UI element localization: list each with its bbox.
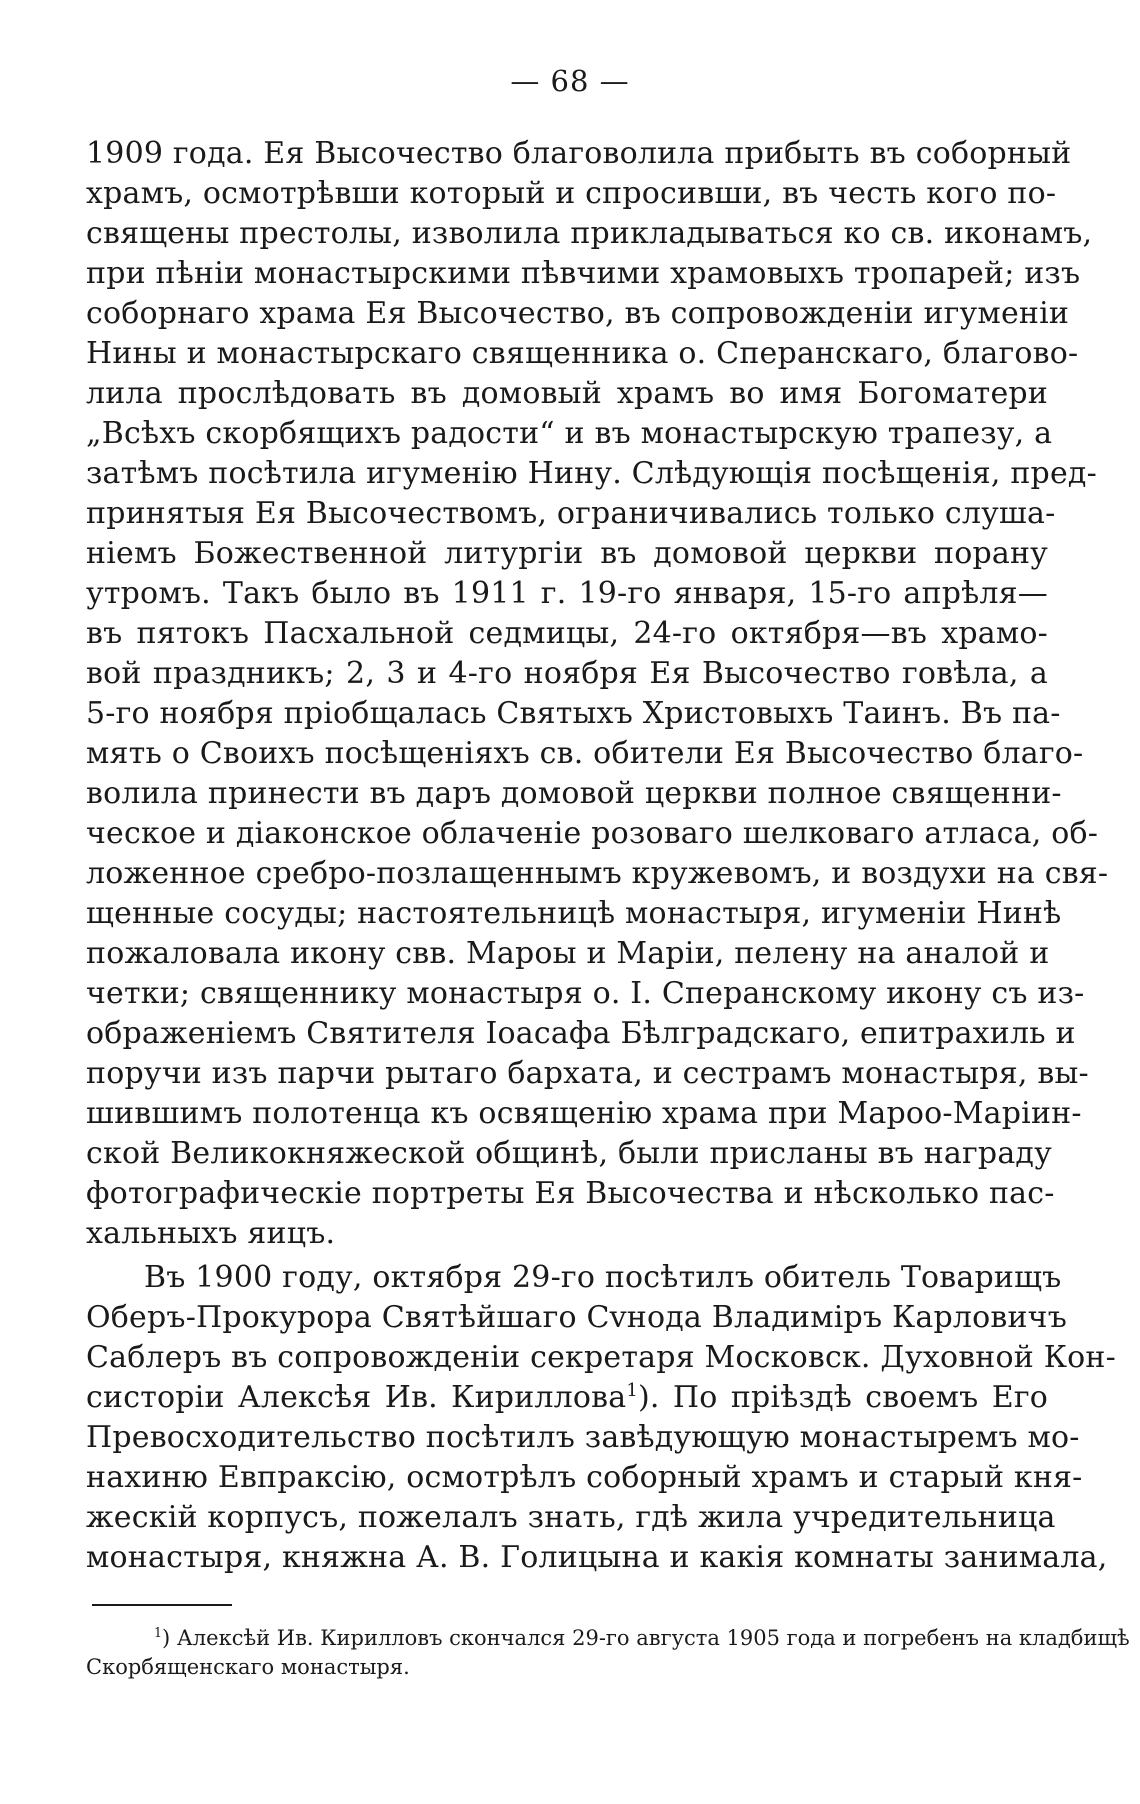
text-line: Нины и монастырскаго священника о. Сперанскаго, благово- <box>86 336 1079 371</box>
text-line: ображеніемъ Святителя Іоасафа Бѣлградскаго, епитрахиль и <box>86 1016 1076 1051</box>
text-line: 5-го ноября пріобщалась Святыхъ Христовыхъ Таинъ. Въ па- <box>86 696 1061 731</box>
text-line: въ пятокъ Пасхальной седмицы, 24-го октября—въ храмо- <box>86 616 1048 651</box>
footnote-marker: 1 <box>154 1625 163 1640</box>
text-line: хальныхъ яицъ. <box>86 1216 336 1251</box>
text-line: четки; священнику монастыря о. І. Сперанскому икону съ из- <box>86 976 1085 1011</box>
footnote-line: Скорбященскаго монастыря. <box>86 1655 410 1679</box>
text-line: затѣмъ посѣтила игуменію Нину. Слѣдующія посѣщенія, пред- <box>86 456 1097 491</box>
text-line: фотографическіе портреты Ея Высочества и нѣсколько пас- <box>86 1176 1055 1211</box>
text-segment: ). По пріѣздѣ своемъ Его <box>638 1380 1048 1415</box>
footnote-marker-paren: ) <box>162 1626 171 1650</box>
text-line: ложенное сребро-позлащеннымъ кружевомъ, и воздухи на свя- <box>86 856 1109 891</box>
main-text <box>86 134 1116 1578</box>
text-line: храмъ, осмотрѣвши который и спросивши, въ честь кого по- <box>86 176 1057 211</box>
text-line: принятыя Ея Высочествомъ, ограничивались только слуша- <box>86 496 1056 531</box>
text-line: нахиню Евпраксію, осмотрѣлъ соборный храмъ и старый кня- <box>86 1460 1083 1495</box>
footnote-line <box>86 1624 1130 1653</box>
text-line: Саблеръ въ сопровожденіи секретаря Московск. Духовной Кон- <box>86 1340 1116 1375</box>
text-line: соборнаго храма Ея Высочество, въ сопровожденіи игуменіи <box>86 296 1070 331</box>
page-number: — 68 — <box>510 64 630 98</box>
text-line: ческое и діаконское облаченіе розоваго шелковаго атласа, об- <box>86 816 1099 851</box>
text-line: Въ 1900 году, октября 29-го посѣтилъ обитель Товарищъ <box>144 1260 1062 1295</box>
text-line: Оберъ-Прокурора Святѣйшаго Сvнода Владиміръ Карловичъ <box>86 1300 1068 1335</box>
text-line: утромъ. Такъ было въ 1911 г. 19-го января, 15-го апрѣля— <box>86 576 1048 611</box>
text-line: мять о Своихъ посѣщеніяхъ св. обители Ея Высочество благо- <box>86 736 1084 771</box>
text-line <box>86 1378 1048 1418</box>
footnote-separator <box>92 1604 232 1606</box>
text-line: Превосходительство посѣтилъ завѣдующую монастыремъ мо- <box>86 1420 1080 1455</box>
text-line: поручи изъ парчи рытаго бархата, и сестрамъ монастыря, вы- <box>86 1056 1089 1091</box>
text-line: „Всѣхъ скорбящихъ радости“ и въ монастырскую трапезу, а <box>86 416 1053 451</box>
text-line: ской Великокняжеской общинѣ, были присланы въ награду <box>86 1136 1052 1171</box>
footnote-text: Алексѣй Ив. Кирилловъ скончался 29-го августа 1905 года и погребенъ на кладбищѣ <box>170 1626 1130 1650</box>
paragraph <box>86 134 1109 1254</box>
text-line: священы престолы, изволила прикладываться ко св. иконамъ, <box>86 216 1093 251</box>
footnote <box>86 1624 1130 1682</box>
text-line: монастыря, княжна А. В. Голицына и какія комнаты занимала, <box>86 1540 1108 1575</box>
text-line: лила прослѣдовать въ домовый храмъ во имя Богоматери <box>86 376 1048 411</box>
text-line: жескій корпусъ, пожелалъ знать, гдѣ жила учредительница <box>86 1500 1056 1535</box>
text-line: шившимъ полотенца къ освященію храма при Мароо-Маріин- <box>86 1096 1082 1131</box>
text-line: ніемъ Божественной литургіи въ домовой церкви порану <box>86 536 1048 571</box>
text-line: вой праздникъ; 2, 3 и 4-го ноября Ея Высочество говѣла, а <box>86 656 1048 691</box>
text-line: пожаловала икону свв. Мароы и Маріи, пелену на аналой и <box>86 936 1050 971</box>
text-line: 1909 года. Ея Высочество благоволила прибыть въ соборный <box>86 136 1072 171</box>
text-line: волила принести въ даръ домовой церкви полное священни- <box>86 776 1062 811</box>
text-line: щенные сосуды; настоятельницѣ монастыря, игуменіи Нинѣ <box>86 896 1062 931</box>
text-line: при пѣніи монастырскими пѣвчими храмовыхъ тропарей; изъ <box>86 256 1081 291</box>
text-segment: систоріи Алексѣя Ив. Кириллова <box>86 1380 627 1415</box>
footnote-reference[interactable]: 1 <box>626 1380 638 1401</box>
paragraph <box>86 1258 1116 1578</box>
